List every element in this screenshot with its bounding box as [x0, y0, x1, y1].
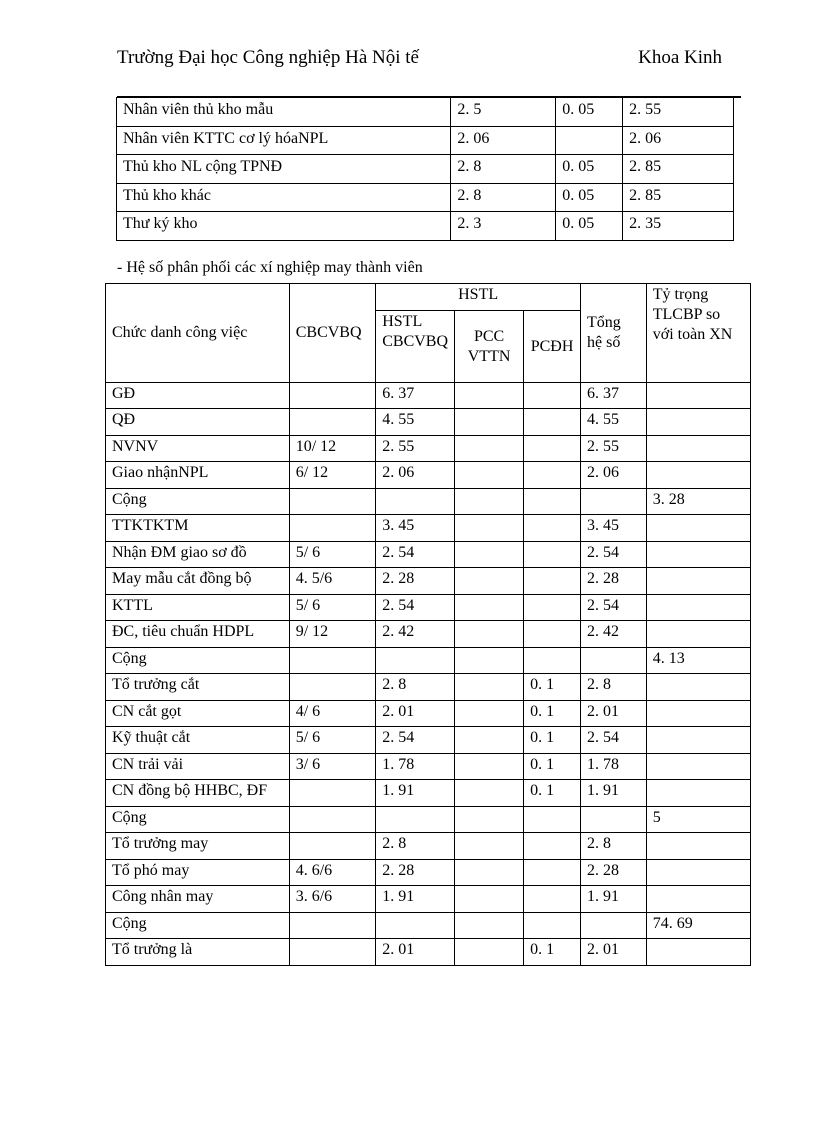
table-cell — [455, 541, 524, 568]
table-cell — [524, 912, 581, 939]
table-cell — [289, 939, 375, 966]
table-cell — [455, 515, 524, 542]
table-cell: Tổ trưởng cắt — [106, 674, 290, 701]
table-cell: Tổ trưởng là — [106, 939, 290, 966]
table-cell: 0. 1 — [524, 753, 581, 780]
table-cell — [524, 806, 581, 833]
table-row — [106, 939, 751, 966]
table-cell: 2. 28 — [581, 568, 647, 595]
table-cell: 4. 6/6 — [289, 859, 375, 886]
table-cell: 4. 55 — [581, 409, 647, 436]
staff-coefficient-table — [116, 97, 734, 241]
table-cell: 2. 42 — [581, 621, 647, 648]
table-cell: 0. 05 — [556, 98, 623, 127]
table-cell — [581, 912, 647, 939]
table-cell — [455, 594, 524, 621]
table-cell: Thủ kho NL cộng TPNĐ — [117, 155, 451, 184]
table-cell: Cộng — [106, 647, 290, 674]
table-row — [106, 806, 751, 833]
table-cell — [289, 912, 375, 939]
table-cell — [524, 594, 581, 621]
table-cell: 2. 06 — [623, 126, 734, 155]
section-title: - Hệ số phân phối các xí nghiệp may thành viên — [117, 259, 423, 276]
table-cell: 2. 55 — [623, 98, 734, 127]
table-cell — [455, 568, 524, 595]
table-cell — [455, 859, 524, 886]
table-cell: 3. 28 — [646, 488, 750, 515]
table-cell: Cộng — [106, 806, 290, 833]
table-cell — [646, 435, 750, 462]
table-cell: Nhân viên KTTC cơ lý hóaNPL — [117, 126, 451, 155]
page-header — [117, 46, 722, 96]
table-cell — [524, 541, 581, 568]
table-cell: 9/ 12 — [289, 621, 375, 648]
header-job-title: Chức danh công việc — [106, 284, 290, 383]
table-cell — [455, 886, 524, 913]
table-cell — [646, 568, 750, 595]
table-cell: Thủ kho khác — [117, 183, 451, 212]
table-cell: 6. 37 — [581, 382, 647, 409]
table-cell — [455, 753, 524, 780]
table-row — [106, 833, 751, 860]
table-cell — [455, 488, 524, 515]
table-cell — [646, 515, 750, 542]
table-cell — [376, 912, 455, 939]
table-cell: ĐC, tiêu chuẩn HDPL — [106, 621, 290, 648]
table-cell: 1. 91 — [581, 886, 647, 913]
table-cell: CN đồng bộ HHBC, ĐF — [106, 780, 290, 807]
table-cell: Kỹ thuật cắt — [106, 727, 290, 754]
table-cell: 0. 1 — [524, 780, 581, 807]
table-cell — [455, 435, 524, 462]
table-cell: 2. 55 — [581, 435, 647, 462]
table-row — [106, 912, 751, 939]
table-cell — [524, 833, 581, 860]
header-ratio: Tỷ trọng TLCBP so với toàn XN — [646, 284, 750, 383]
table-cell: 10/ 12 — [289, 435, 375, 462]
table-cell: Thư ký kho — [117, 212, 451, 241]
table-cell — [646, 939, 750, 966]
table-row — [117, 183, 734, 212]
table-cell: Cộng — [106, 488, 290, 515]
table-cell: KTTL — [106, 594, 290, 621]
table-header-row — [106, 284, 751, 311]
table-cell: 2. 06 — [376, 462, 455, 489]
table-cell: May mẫu cắt đồng bộ — [106, 568, 290, 595]
table-cell — [581, 806, 647, 833]
table-cell — [455, 647, 524, 674]
table-cell: 2. 28 — [581, 859, 647, 886]
table-cell: TTKTKTM — [106, 515, 290, 542]
table-cell: 6/ 12 — [289, 462, 375, 489]
table-cell: Công nhân may — [106, 886, 290, 913]
table-cell — [455, 939, 524, 966]
table-cell: 2. 54 — [376, 727, 455, 754]
table-cell: 0. 05 — [556, 183, 623, 212]
table-cell: 3/ 6 — [289, 753, 375, 780]
table-cell: 0. 1 — [524, 674, 581, 701]
table-cell — [289, 674, 375, 701]
table-cell: 1. 91 — [376, 780, 455, 807]
table-cell — [289, 833, 375, 860]
table-cell — [289, 780, 375, 807]
table-cell: 2. 54 — [581, 541, 647, 568]
table-cell: 0. 05 — [556, 155, 623, 184]
table-row — [106, 594, 751, 621]
table-cell — [556, 126, 623, 155]
table-cell: GĐ — [106, 382, 290, 409]
table-cell: 2. 85 — [623, 183, 734, 212]
header-hstl-cbcvbq: HSTL CBCVBQ — [376, 310, 455, 382]
table-cell: 5 — [646, 806, 750, 833]
table-cell: CN cắt gọt — [106, 700, 290, 727]
table-cell — [289, 515, 375, 542]
table-cell — [524, 435, 581, 462]
table-cell — [581, 647, 647, 674]
table-row — [106, 568, 751, 595]
table-cell — [455, 833, 524, 860]
table-cell — [289, 647, 375, 674]
table-cell: 5/ 6 — [289, 594, 375, 621]
table-cell: 2. 8 — [451, 155, 556, 184]
table-cell: 1. 78 — [376, 753, 455, 780]
table-cell: 0. 05 — [556, 212, 623, 241]
table-row — [106, 859, 751, 886]
table-cell — [646, 727, 750, 754]
table-row — [117, 155, 734, 184]
table-cell: 2. 35 — [623, 212, 734, 241]
table-cell — [524, 621, 581, 648]
table-cell: Giao nhậnNPL — [106, 462, 290, 489]
table-cell — [524, 409, 581, 436]
table-cell: 3. 45 — [581, 515, 647, 542]
table-cell: CN trải vải — [106, 753, 290, 780]
table-cell — [455, 780, 524, 807]
table-cell: 2. 55 — [376, 435, 455, 462]
table-cell — [376, 488, 455, 515]
table-row — [106, 435, 751, 462]
table-cell: Tổ phó may — [106, 859, 290, 886]
table-row — [106, 462, 751, 489]
table-row — [106, 382, 751, 409]
table-cell — [581, 488, 647, 515]
table-row — [106, 674, 751, 701]
table-cell: 2. 8 — [581, 674, 647, 701]
table-cell — [376, 647, 455, 674]
table-cell: 2. 06 — [451, 126, 556, 155]
table-cell: 2. 06 — [581, 462, 647, 489]
table-cell — [289, 382, 375, 409]
table-cell — [524, 886, 581, 913]
table-cell — [455, 409, 524, 436]
table-cell: 2. 3 — [451, 212, 556, 241]
table-cell: 2. 85 — [623, 155, 734, 184]
table-cell: 2. 8 — [581, 833, 647, 860]
table-cell — [524, 382, 581, 409]
table-cell: 2. 8 — [451, 183, 556, 212]
table-cell — [524, 647, 581, 674]
table-cell: Nhận ĐM giao sơ đồ — [106, 541, 290, 568]
table-cell — [646, 753, 750, 780]
table-row — [117, 98, 734, 127]
table-cell: 1. 78 — [581, 753, 647, 780]
table-cell: 2. 01 — [376, 939, 455, 966]
table-cell — [524, 488, 581, 515]
table-cell: QĐ — [106, 409, 290, 436]
table-cell: 5/ 6 — [289, 727, 375, 754]
table-cell — [646, 382, 750, 409]
table-cell — [289, 806, 375, 833]
table-cell — [455, 727, 524, 754]
table-cell — [646, 859, 750, 886]
header-right-text: Khoa Kinh — [638, 47, 722, 68]
table-cell: 0. 1 — [524, 727, 581, 754]
table-cell: 2. 54 — [581, 594, 647, 621]
header-total: Tổng hệ số — [581, 284, 647, 383]
table-cell — [646, 621, 750, 648]
table-cell — [646, 833, 750, 860]
table-cell — [646, 409, 750, 436]
table-cell: 74. 69 — [646, 912, 750, 939]
table-cell: Tổ trưởng may — [106, 833, 290, 860]
table-row — [106, 488, 751, 515]
header-hstl-group: HSTL — [376, 284, 581, 311]
table-cell: 1. 91 — [581, 780, 647, 807]
table-cell — [455, 462, 524, 489]
table-cell: 2. 5 — [451, 98, 556, 127]
table-row — [106, 621, 751, 648]
table-row — [106, 541, 751, 568]
table-cell — [455, 806, 524, 833]
table-row — [117, 212, 734, 241]
table-cell: NVNV — [106, 435, 290, 462]
table-cell: 0. 1 — [524, 700, 581, 727]
table-cell: 2. 01 — [581, 939, 647, 966]
table-cell: 2. 01 — [581, 700, 647, 727]
table-cell — [455, 912, 524, 939]
table-cell — [646, 780, 750, 807]
table-row — [106, 515, 751, 542]
table-cell: 4. 55 — [376, 409, 455, 436]
table-row — [117, 126, 734, 155]
header-left-text: Trường Đại học Công nghiệp Hà Nội tế — [117, 47, 419, 68]
table-cell — [646, 462, 750, 489]
table-cell — [524, 568, 581, 595]
table-cell: 4. 5/6 — [289, 568, 375, 595]
table-cell — [524, 515, 581, 542]
table-cell: 2. 42 — [376, 621, 455, 648]
table-row — [106, 753, 751, 780]
table-cell: 2. 54 — [376, 594, 455, 621]
table-cell: 3. 6/6 — [289, 886, 375, 913]
table-cell: 4. 13 — [646, 647, 750, 674]
table-cell — [455, 621, 524, 648]
table-cell — [289, 409, 375, 436]
table-cell — [455, 674, 524, 701]
table-cell: 2. 8 — [376, 674, 455, 701]
header-pcdh: PCĐH — [524, 310, 581, 382]
table-cell: 0. 1 — [524, 939, 581, 966]
table-cell: 2. 8 — [376, 833, 455, 860]
table-cell — [646, 700, 750, 727]
table-row — [106, 700, 751, 727]
table-cell: 2. 28 — [376, 568, 455, 595]
table-cell: 6. 37 — [376, 382, 455, 409]
table-row — [106, 780, 751, 807]
table-cell — [455, 700, 524, 727]
table-row — [106, 647, 751, 674]
table-cell — [524, 859, 581, 886]
table-cell — [646, 541, 750, 568]
table-cell — [646, 886, 750, 913]
table-cell: 2. 01 — [376, 700, 455, 727]
table-row — [106, 727, 751, 754]
table-cell: Nhân viên thủ kho mẫu — [117, 98, 451, 127]
table-cell: 2. 28 — [376, 859, 455, 886]
table-cell — [524, 462, 581, 489]
table-row — [106, 409, 751, 436]
table-cell: 2. 54 — [581, 727, 647, 754]
table-cell — [289, 488, 375, 515]
table-cell — [376, 806, 455, 833]
table-cell: 3. 45 — [376, 515, 455, 542]
table-row — [106, 886, 751, 913]
table-cell: 2. 54 — [376, 541, 455, 568]
table-cell — [646, 594, 750, 621]
header-cbcvbq: CBCVBQ — [289, 284, 375, 383]
distribution-coefficient-table — [105, 283, 751, 966]
table-cell: Cộng — [106, 912, 290, 939]
table-cell: 4/ 6 — [289, 700, 375, 727]
table-cell — [646, 674, 750, 701]
table-cell: 1. 91 — [376, 886, 455, 913]
table-cell: 5/ 6 — [289, 541, 375, 568]
table-cell — [455, 382, 524, 409]
header-pcc-vttn: PCC VTTN — [455, 310, 524, 382]
